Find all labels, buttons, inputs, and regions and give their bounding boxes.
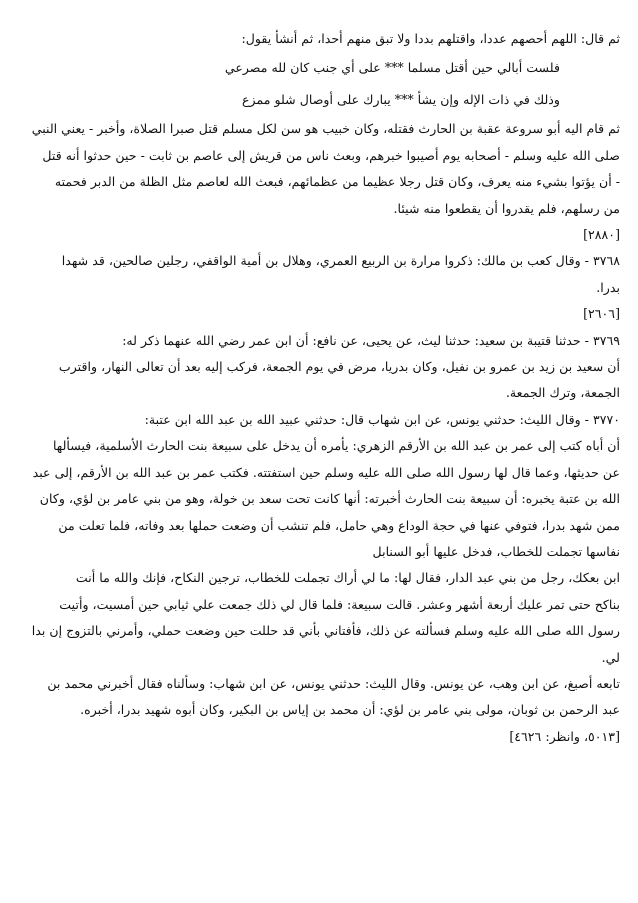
document-page	[18, 26, 620, 883]
text-line: صلى الله عليه وسلم - أصحابه يوم أصيبوا خبرهم، وبعث ناس من قريش إلى عاصم بن ثابت - حين حدثوا أنه قتل	[42, 147, 620, 163]
text-line: ثم قام اليه أبو سروعة عقبة بن الحارث فقتله، وكان خبيب هو سن لكل مسلم قتل صبرا الصلاة، وأخبر - يعني النبي	[31, 121, 620, 137]
hadith-number-line: ٣٧٧٠ - وقال الليث: حدثني يونس، عن ابن شهاب قال: حدثني عبيد الله بن عبد الله ابن عتبة:	[144, 411, 620, 427]
text-line: أن أباه كتب إلى عمر بن عبد الله بن الأرقم الزهري: يأمره أن يدخل على سبيعة بنت الحارث الأسلمية، فيسألها	[52, 438, 620, 454]
text-line: ابن بعكك، رجل من بني عبد الدار، فقال لها: ما لي أراك تجملت للخطاب، ترجين النكاح، فإنك والله ما أنت	[75, 570, 620, 586]
poem-verse: وذلك في ذات الإله وإن يشأ *** يبارك على أوصال شلو ممزع	[242, 92, 560, 108]
text-line: تابعه أصبغ، عن ابن وهب، عن يونس. وقال الليث: حدثني يونس، عن ابن شهاب: وسألناه فقال أخبرني محمد بن	[47, 675, 620, 691]
hadith-number-line: ٣٧٦٩ - حدثنا قتيبة بن سعيد: حدثنا ليث، عن يحيى، عن نافع: أن ابن عمر رضي الله عنهما ذكر له:	[122, 332, 620, 348]
cross-reference: [٢٨٨٠]	[583, 227, 620, 243]
poem-verse: فلست أبالي حين أقتل مسلما *** على أي جنب كان لله مصرعي	[224, 60, 560, 76]
text-line: ثم قال: اللهم أحصهم عددا، واقتلهم بددا ولا تبق منهم أحدا، ثم أنشأ يقول:	[241, 31, 620, 46]
text-line: أن سعيد بن زيد بن عمرو بن نفيل، وكان بدريا، مرض في يوم الجمعة، فركب إليه بعد أن تعالى النهار، واقترب	[58, 359, 620, 375]
text-line: - أن يؤتوا بشيء منه يعرف، وكان قتل رجلا عظيما من عظمائهم، فبعث الله لعاصم مثل الظلة من الدبر فحمته	[54, 174, 620, 190]
text-line: لي.	[601, 649, 620, 665]
cross-reference: [٢٦٠٦]	[583, 306, 620, 322]
cross-reference: [٥٠١٣، وانظر: ٤٦٢٦]	[509, 728, 620, 744]
text-line: عن حديثها، وعما قال لها رسول الله صلى الله عليه وسلم حين استفتته. فكتب عمر بن عبد الله بن الأرقم، إلى عبد	[32, 464, 620, 480]
hadith-number-line: ٣٧٦٨ - وقال كعب بن مالك: ذكروا مرارة بن الربيع العمري، وهلال بن أمية الواقفي، رجلين صالحين، قد شهدا	[61, 253, 620, 269]
text-line: بدرا.	[596, 279, 620, 295]
text-line: نفاسها تجملت للخطاب، فدخل عليها أبو السنابل	[372, 543, 620, 559]
text-line: عبد الرحمن بن ثوبان، مولى بني عامر بن لؤي: أن محمد بن إياس بن البكير، وكان أبوه شهيد بدرا، أخبره.	[80, 702, 620, 718]
text-line: الله بن عتبة يخبره: أن سبيعة بنت الحارث أخبرته: أنها كانت تحت سعد بن خولة، وهو من بني عامر بن لؤي، وكان	[39, 491, 620, 507]
text-line: الجمعة، وترك الجمعة.	[505, 385, 620, 401]
text-line: من رسلهم، فلم يقدروا أن يقطعوا منه شيئا.	[393, 200, 620, 216]
text-line: رسول الله صلى الله عليه وسلم فسألته عن ذلك، فأفتاني بأني قد حللت حين وضعت حملي، وأمرني بالتزوج إن بدا	[31, 623, 620, 639]
text-line: ممن شهد بدرا، فتوفي عنها في حجة الوداع وهي حامل، فلم تنشب أن وضعت حملها بعد وفاته، فلما تعلت من	[58, 517, 620, 533]
text-line: بناكح حتى تمر عليك أربعة أشهر وعشر. قالت سبيعة: فلما قال لي ذلك جمعت علي ثيابي حين أمسيت، وأتيت	[59, 596, 620, 612]
